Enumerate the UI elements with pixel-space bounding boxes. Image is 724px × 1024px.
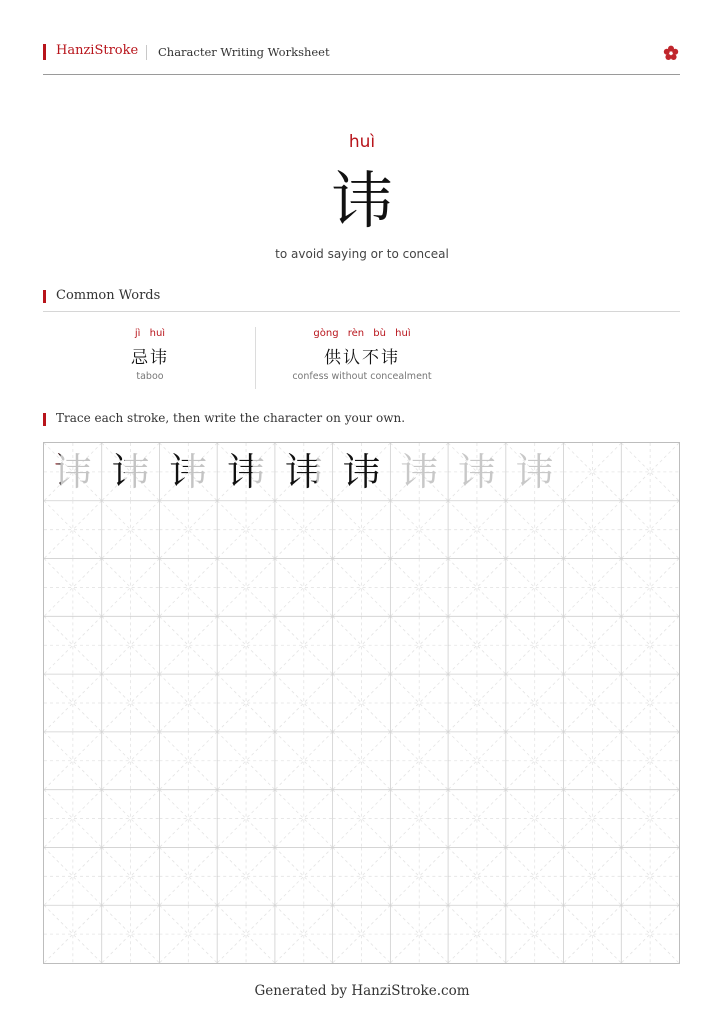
word-item (100, 328, 200, 382)
header-divider (146, 45, 147, 60)
stroke-step-cell (44, 443, 102, 501)
character-hanzi: 讳 (330, 164, 393, 237)
footer-text: Generated by HanziStroke.com (254, 983, 470, 999)
stroke-order-row (44, 443, 679, 501)
word-meaning: confess without concealment (292, 371, 432, 382)
tian-grid-lines (44, 443, 679, 963)
word-hanzi: 忌讳 (131, 348, 169, 368)
stroke-step-glyph: 讳 (284, 450, 323, 494)
stroke-step-cell (333, 443, 391, 501)
stroke-step-glyph: 讳 (111, 450, 150, 494)
brand-accent-bar (43, 44, 46, 60)
stroke-step-cell (159, 443, 217, 501)
stroke-step-cell (102, 443, 160, 501)
worksheet-subtitle: Character Writing Worksheet (158, 45, 330, 59)
stroke-step-cell (217, 443, 275, 501)
word-item (272, 328, 452, 382)
practice-instruction: Trace each stroke, then write the character on your own. (43, 411, 405, 425)
section-divider (43, 311, 680, 312)
practice-grid[interactable] (43, 442, 680, 964)
words-divider (255, 327, 256, 389)
stroke-step-glyph: 讳 (342, 450, 381, 494)
stroke-step-glyph: 讳 (53, 450, 92, 494)
common-words-title: Common Words (43, 288, 160, 303)
trace-cell: 讳 (400, 450, 439, 494)
word-pinyin: gòng rèn bù huì (313, 328, 411, 339)
stroke-step-glyph: 讳 (227, 450, 266, 494)
worksheet-header (43, 44, 680, 75)
stroke-step-glyph: 讳 (169, 450, 208, 494)
character-meaning: to avoid saying or to conceal (275, 247, 449, 261)
trace-cell: 讳 (515, 450, 554, 494)
stroke-step-cell (275, 443, 333, 501)
character-pinyin: huì (348, 132, 376, 152)
trace-cell: 讳 (457, 450, 496, 494)
word-hanzi: 供认不讳 (324, 348, 400, 368)
plum-blossom-icon (663, 45, 679, 61)
brand-name: HanziStroke (56, 43, 139, 58)
word-pinyin: jì huì (134, 328, 166, 339)
word-meaning: taboo (136, 371, 164, 382)
